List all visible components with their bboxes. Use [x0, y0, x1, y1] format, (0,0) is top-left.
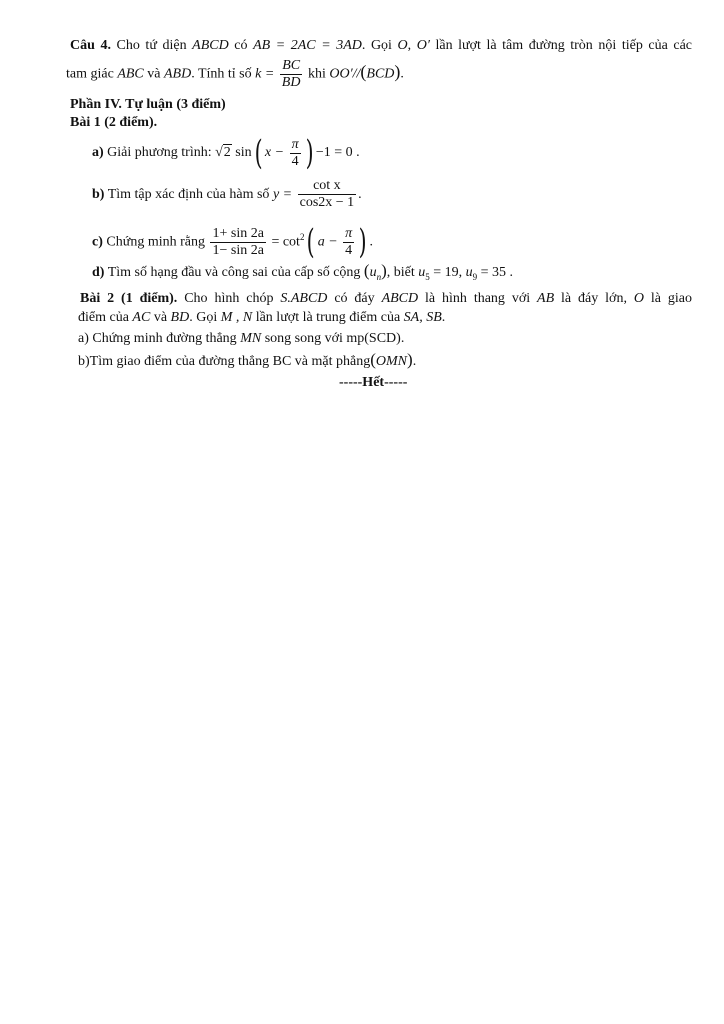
item-label: c)	[92, 234, 103, 250]
text: điểm của	[78, 310, 133, 325]
text: .	[358, 187, 362, 202]
text: song song với mp(SCD).	[261, 331, 405, 346]
math-mn: M , N	[220, 310, 253, 325]
fraction-pi-4	[290, 137, 301, 170]
question-4-label: Câu 4.	[70, 38, 111, 53]
text: tam giác	[66, 66, 118, 82]
math-abcd: ABCD	[381, 291, 419, 306]
fraction-denominator: 4	[290, 153, 301, 170]
text: Cho hình chóp	[177, 291, 281, 306]
fraction-denominator: 4	[343, 242, 354, 259]
text: lần lượt là tâm đường tròn nội tiếp của các	[429, 38, 693, 53]
math-equation: AB = 2AC = 3AD	[253, 38, 362, 53]
bai-2-title: Bài 2 (1 điểm).	[80, 291, 178, 306]
math-u: u	[465, 265, 473, 280]
text: có đáy	[327, 291, 382, 306]
bai-2-item-a	[78, 331, 404, 347]
text: a) Chứng minh đường thẳng	[78, 331, 241, 346]
text: có	[228, 38, 254, 53]
text: Tìm tập xác định của hàm số	[104, 187, 273, 202]
text: = 35 .	[477, 265, 514, 280]
superscript: 2	[299, 232, 305, 242]
math-k: k =	[255, 66, 275, 82]
math-abd: ABD	[163, 66, 192, 82]
bai-2-line-1	[80, 291, 692, 307]
text: .	[369, 234, 373, 250]
math-sa-sb: SA, SB	[403, 310, 442, 325]
math-u: u	[369, 265, 377, 280]
paren: )	[358, 222, 367, 263]
math-oprime: O′	[416, 38, 430, 53]
text: = cot	[271, 234, 300, 250]
text: khi	[307, 66, 330, 82]
text: .	[441, 310, 446, 325]
sqrt	[223, 136, 232, 170]
text: , biết	[386, 265, 419, 280]
subscript: 5	[425, 271, 430, 282]
fraction-numerator: 1+ sin 2a	[212, 225, 264, 241]
math-o: O	[397, 38, 408, 53]
math-abcd: ABCD	[192, 38, 229, 53]
paren: (	[307, 222, 316, 263]
item-label: b)	[92, 187, 105, 202]
fraction-numerator: cot x	[313, 178, 341, 194]
bai-1-title: Bài 1 (2 điểm).	[70, 115, 158, 130]
bai-1-item-d: d) Tìm số hạng đầu và công sai của cấp số cộng $(u_n)$, biết $u_5 = 19$, $u_9 = 35$ .	[92, 261, 514, 282]
math-o: O	[633, 291, 644, 306]
text: = 19,	[429, 265, 466, 280]
text: Giải phương trình:	[103, 145, 216, 161]
text: . Tính tỉ số	[191, 66, 256, 82]
text: là giao	[643, 291, 692, 306]
text: là đáy lớn,	[554, 291, 634, 306]
math-abc: ABC	[117, 66, 144, 82]
bai-1-item-a	[92, 133, 360, 173]
fraction-numerator: π	[345, 225, 353, 241]
subscript: 9	[472, 271, 478, 282]
text: .	[400, 66, 404, 82]
paren: )	[305, 133, 314, 173]
fraction-sin	[210, 226, 265, 259]
bai-1-item-b	[92, 178, 362, 212]
item-label: d)	[92, 265, 105, 280]
math-y: y =	[272, 187, 293, 202]
math-plane: BCD	[366, 66, 395, 82]
text: Cho tứ diện	[110, 38, 193, 53]
math-bd: BD	[170, 310, 190, 325]
math-ac: AC	[132, 310, 151, 325]
bai-2-item-b: b)Tìm giao điểm của đường thẳng BC và mặt phẳng(OMN).	[78, 350, 417, 369]
text: là hình thang với	[418, 291, 538, 306]
math-parallel: OO′//	[329, 66, 361, 82]
text: −1 = 0 .	[315, 145, 360, 161]
text: và	[150, 310, 171, 325]
sqrt-radicand: 2	[223, 145, 231, 161]
fraction-denominator: cos2x − 1	[299, 195, 355, 211]
bai-1-item-c	[92, 220, 373, 263]
fraction-numerator: BC	[282, 58, 301, 73]
question-4-line-1	[70, 38, 692, 54]
math-u: u	[418, 265, 426, 280]
text: ,	[407, 38, 417, 53]
text: .	[412, 354, 417, 369]
math-ab: AB	[537, 291, 555, 306]
text: . Gọi	[189, 310, 221, 325]
text: Chứng minh rằng	[102, 234, 209, 250]
text: lần lượt là trung điểm của	[252, 310, 404, 325]
math-sabcd: S.ABCD	[280, 291, 328, 306]
fraction-numerator: π	[291, 136, 299, 152]
text: . Gọi	[361, 38, 398, 53]
fraction-cot-cos	[298, 178, 357, 211]
question-4-line-2: tam giác ABC và ABD. Tính tỉ số k = $\frac{BC}{BD}$ khi OO′//(BCD).	[66, 58, 404, 90]
text: Tìm số hạng đầu và công sai của cấp số cộng	[104, 265, 364, 280]
item-label: a)	[92, 145, 104, 161]
text: b)Tìm giao điểm của đường thẳng BC và mặt phẳng	[78, 354, 371, 369]
text: sin	[235, 145, 252, 161]
math-a: a −	[317, 234, 338, 250]
paren: (	[254, 133, 263, 173]
math-x: x −	[264, 145, 285, 161]
fraction-denominator: BD	[281, 75, 301, 90]
fraction-denominator: 1− sin 2a	[212, 242, 264, 258]
sqrt-symbol: √	[215, 145, 223, 161]
bai-2-line-2	[78, 310, 445, 326]
part-4-title: Phần IV. Tự luận (3 điểm)	[70, 97, 226, 112]
subscript: n	[376, 271, 382, 282]
math-mn: MN	[240, 331, 262, 346]
fraction-bc-bd	[280, 58, 303, 91]
fraction-pi-4	[343, 226, 354, 259]
math-plane: OMN	[375, 354, 408, 369]
end-marker: -----Hết-----	[339, 375, 408, 390]
text: và	[143, 66, 164, 82]
